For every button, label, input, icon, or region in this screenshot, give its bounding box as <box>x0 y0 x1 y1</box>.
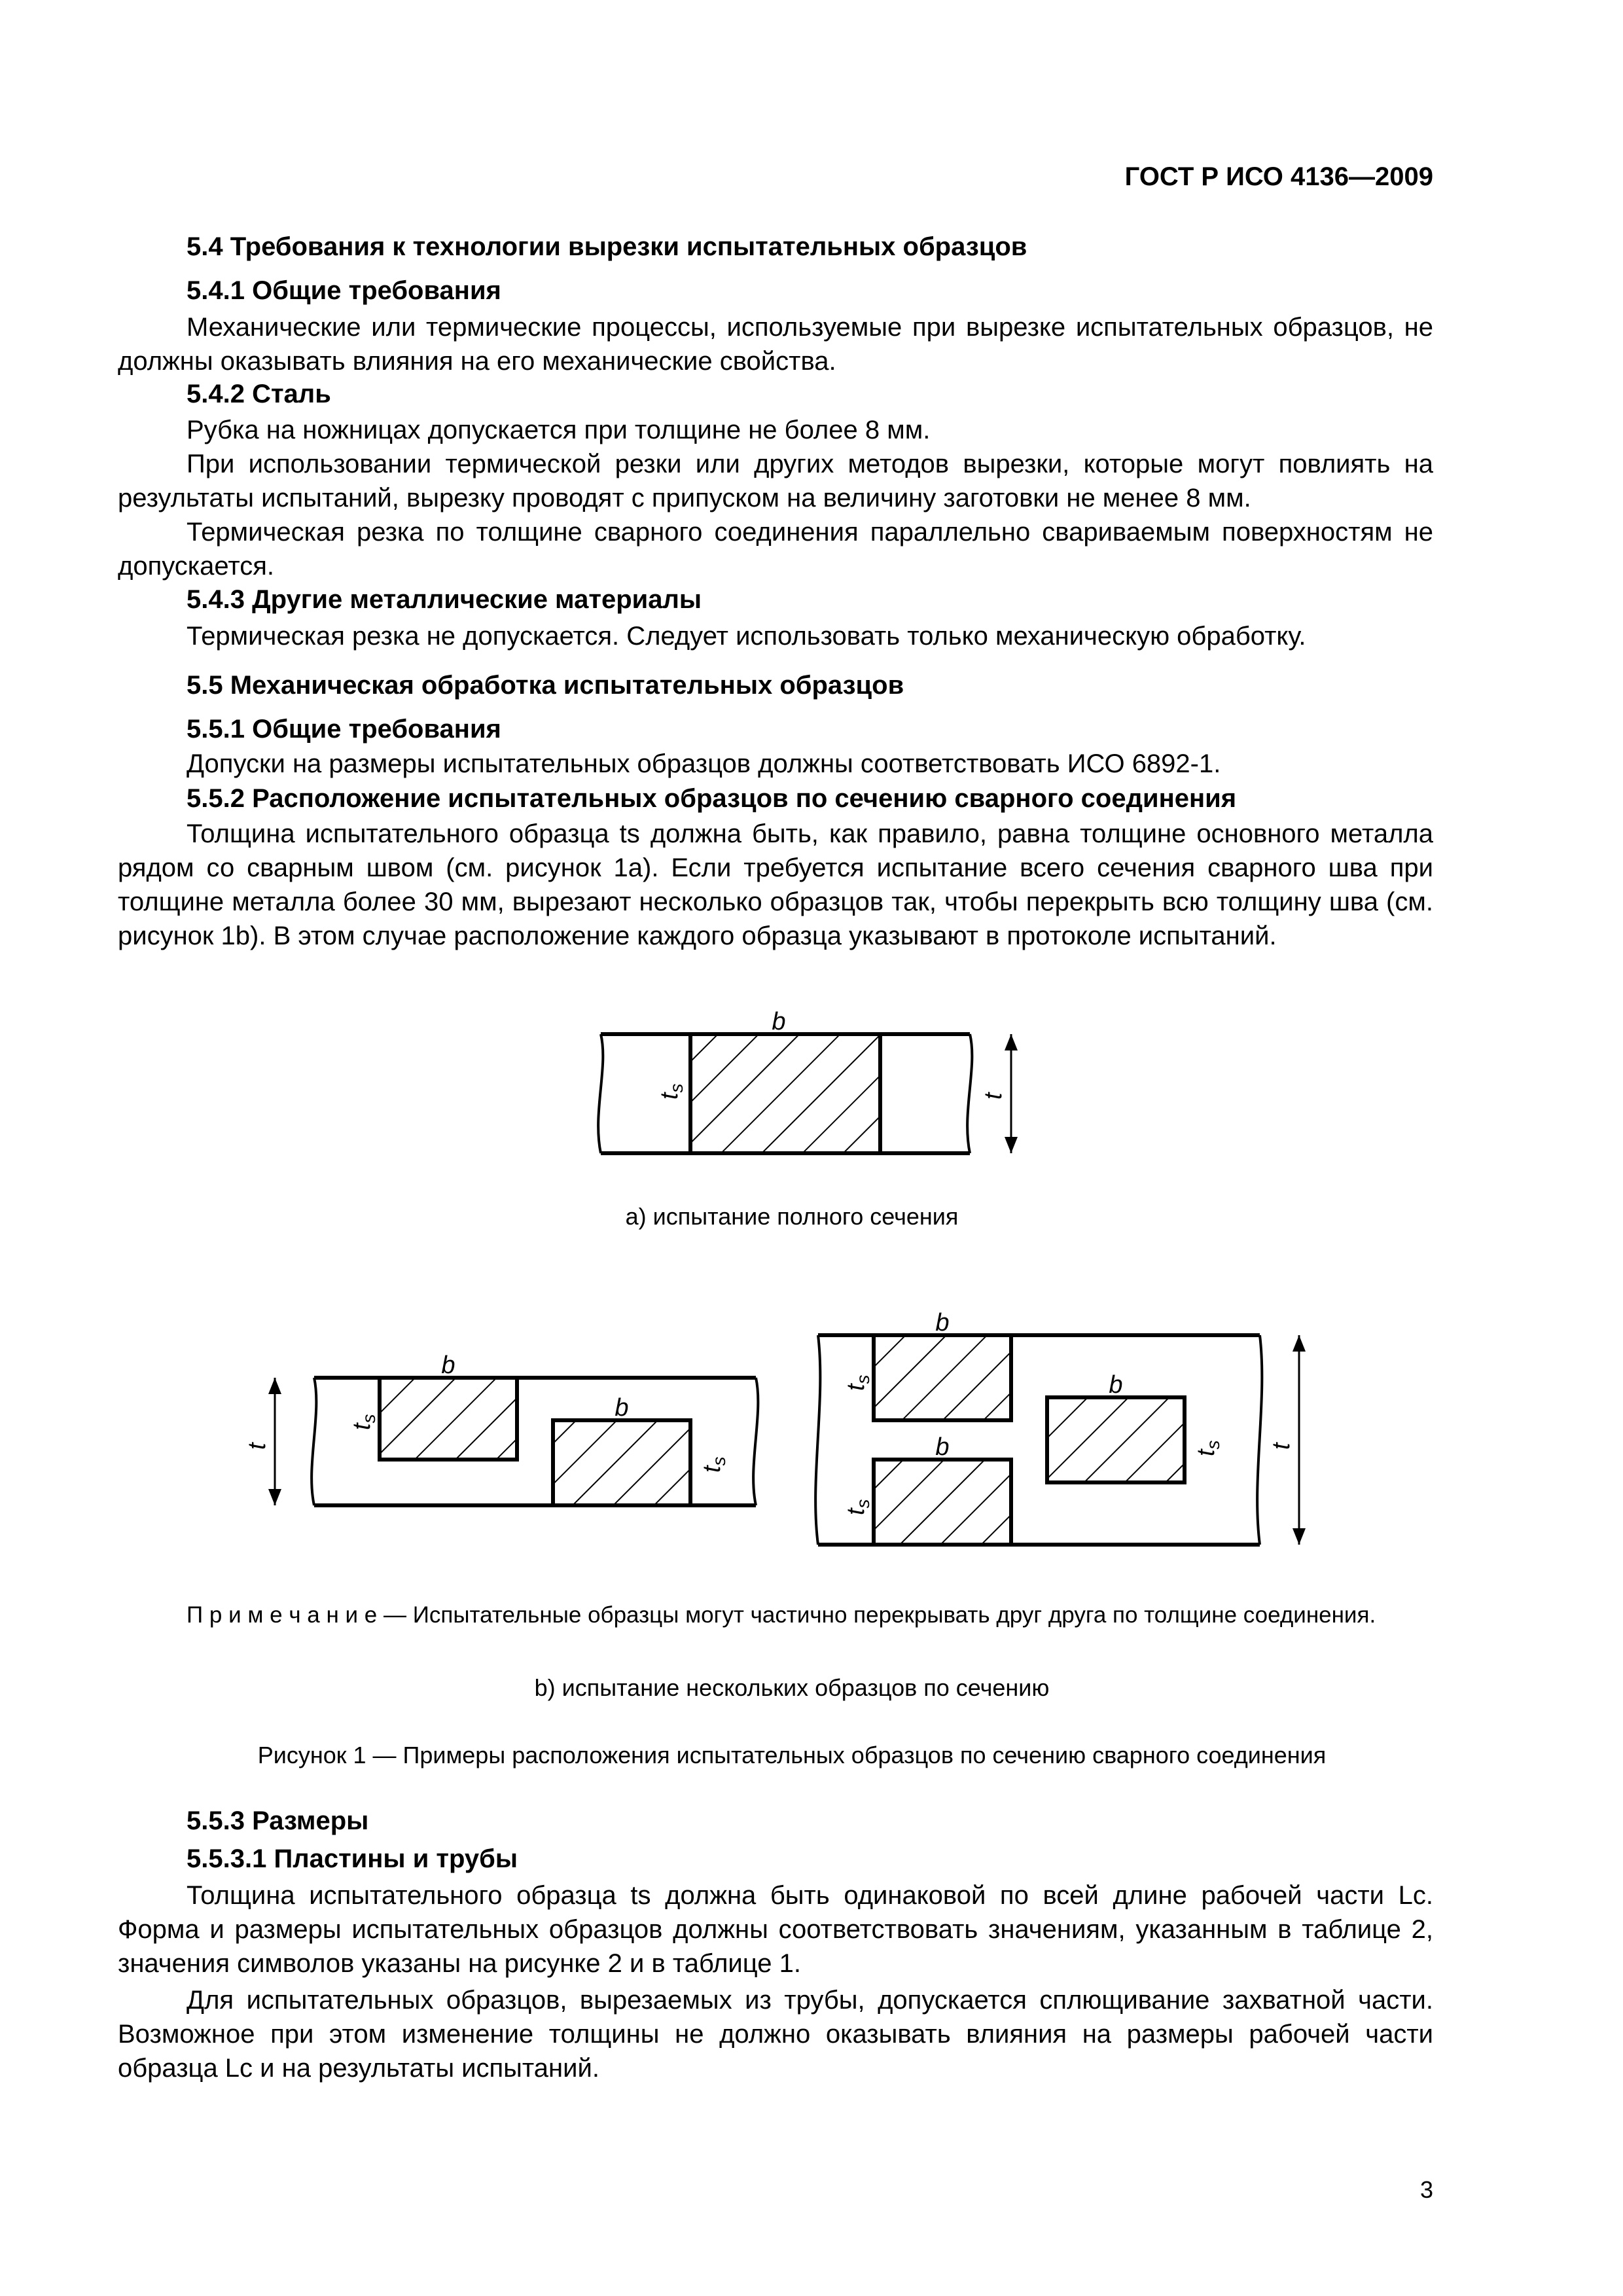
section-5-5-1-text: Допуски на размеры испытательных образцов должны соответствовать ИСО 6892-1. <box>187 749 1221 778</box>
section-5-4-1-text: Механические или термические процессы, используемые при вырезке испытательных образцов, не должны оказывать влияния на его механические свойства. <box>118 313 1433 376</box>
label-t: t <box>243 1443 271 1450</box>
label-b: b <box>935 1433 950 1461</box>
label-b: b <box>441 1352 455 1379</box>
section-5-5-3-1-p1: Толщина испытательного образца ts должна быть одинаковой по всей длине рабочей части Lc. Форма и размеры испытательных образцов должны соответствовать значениям, указанным в таблице 2, значения символов указаны на рисунке 2 и в таблице 1. <box>118 1881 1433 1978</box>
section-5-4-title: 5.4 Требования к технологии вырезки испытательных образцов <box>187 232 1027 261</box>
label-b: b <box>772 1008 786 1035</box>
label-b: b <box>615 1394 629 1422</box>
document-id: ГОСТ Р ИСО 4136—2009 <box>1124 162 1433 191</box>
section-5-5-3-title: 5.5.3 Размеры <box>187 1806 369 1835</box>
section-5-5-1-title: 5.5.1 Общие требования <box>187 715 501 744</box>
section-5-4-3-text: Термическая резка не допускается. Следует использовать только механическую обработку. <box>187 622 1306 651</box>
section-5-5-2-text: Толщина испытательного образца ts должна быть, как правило, равна толщине основного металла рядом со сварным швом (см. рисунок 1a). Если требуется испытание всего сечения сварного шва при толщине металла более 30 мм, вырезают несколько образцов так, чтобы перекрыть всю толщину шва (см. рисунок 1b). В этом случае расположение каждого образца указывают в протоколе испытаний. <box>118 819 1433 950</box>
label-b: b <box>1109 1371 1123 1399</box>
section-5-5-title: 5.5 Механическая обработка испытательных образцов <box>187 671 904 700</box>
label-t: t <box>980 1092 1007 1100</box>
label-ts: $t_s$ <box>698 1456 729 1473</box>
section-5-4-2-title: 5.4.2 Сталь <box>187 380 331 408</box>
section-5-5-2-title: 5.5.2 Расположение испытательных образцов по сечению сварного соединения <box>187 784 1237 813</box>
label-ts: $t_s$ <box>348 1414 379 1430</box>
figure-note: П р и м е ч а н и е — Испытательные образцы могут частично перекрывать друг друга по толщине соединения. <box>187 1602 1376 1628</box>
label-ts: $t_s$ <box>656 1083 687 1100</box>
label-ts: $t_s$ <box>842 1499 873 1515</box>
page-number: 3 <box>1419 2176 1433 2203</box>
section-5-4-1-title: 5.4.1 Общие требования <box>187 276 501 305</box>
section-5-4-2-p1: Рубка на ножницах допускается при толщине не более 8 мм. <box>187 416 931 444</box>
section-5-4-2-p2: При использовании термической резки или других методов вырезки, которые могут повлиять на результаты испытаний, вырезку проводят с припуском на величину заготовки не менее 8 мм. <box>118 450 1433 512</box>
section-5-5-3-1-title: 5.5.3.1 Пластины и трубы <box>187 1844 518 1873</box>
figure-1b-right <box>805 1302 1329 1558</box>
section-5-5-3-1-p2: Для испытательных образцов, вырезаемых из трубы, допускается сплющивание захватной части. Возможное при этом изменение толщины не должно оказывать влияния на размеры рабочей части образца Lc и на результаты испытаний. <box>118 1986 1433 2083</box>
label-ts: $t_s$ <box>842 1374 873 1391</box>
figure-1a <box>589 1001 1034 1165</box>
section-5-4-2-p3: Термическая резка по толщине сварного соединения параллельно свариваемым поверхностям не допускается. <box>118 518 1433 581</box>
label-t: t <box>1268 1443 1295 1450</box>
section-5-4-3-title: 5.4.3 Другие металлические материалы <box>187 585 702 614</box>
figure-1b-left <box>243 1335 772 1518</box>
caption-a: a) испытание полного сечения <box>625 1203 959 1230</box>
caption-b: b) испытание нескольких образцов по сечению <box>534 1674 1050 1701</box>
label-b: b <box>935 1309 950 1336</box>
figure-title: Рисунок 1 — Примеры расположения испытательных образцов по сечению сварного соединения <box>257 1742 1327 1768</box>
label-ts: $t_s$ <box>1192 1440 1223 1456</box>
